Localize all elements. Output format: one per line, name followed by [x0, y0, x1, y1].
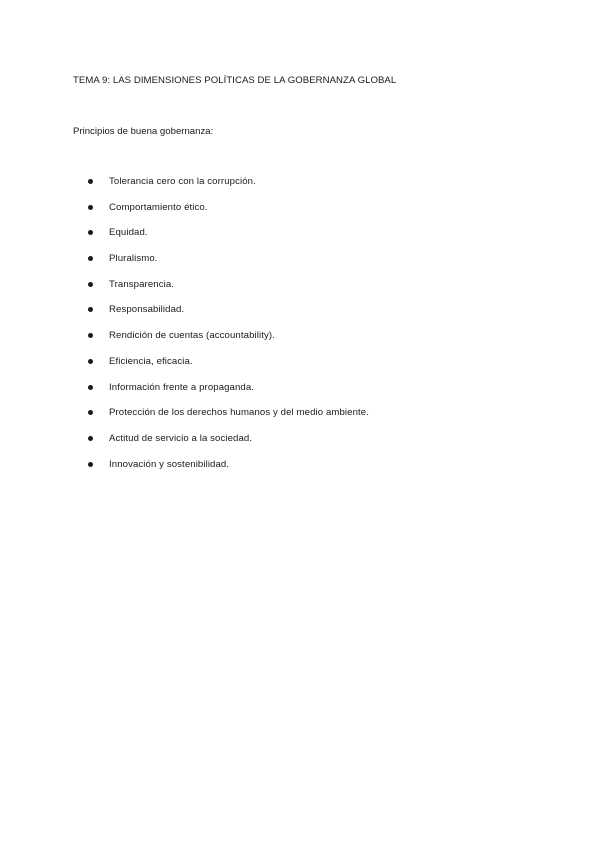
bullet-dot-icon	[88, 436, 93, 441]
bullet-dot-icon	[88, 410, 93, 415]
bullet-dot-icon	[88, 205, 93, 210]
bullet-dot-icon	[88, 282, 93, 287]
document-title: TEMA 9: LAS DIMENSIONES POLÍTICAS DE LA GOBERNANZA GLOBAL	[73, 75, 397, 86]
list-item-text: Actitud de servicio a la sociedad.	[109, 432, 253, 444]
bullet-dot-icon	[88, 179, 93, 184]
list-item-text: Responsabilidad.	[109, 304, 185, 316]
bullet-dot-icon	[88, 256, 93, 261]
list-item-text: Eficiencia, eficacia.	[109, 355, 193, 367]
list-item-text: Protección de los derechos humanos y del medio ambiente.	[109, 407, 369, 419]
list-item-text: Comportamiento ético.	[109, 201, 208, 213]
bullet-dot-icon	[88, 359, 93, 364]
intro-text: Principios de buena gobernanza:	[73, 126, 214, 137]
list-item-text: Tolerancia cero con la corrupción.	[109, 176, 256, 187]
bullet-dot-icon	[88, 462, 93, 467]
list-item-text: Equidad.	[109, 227, 148, 239]
bullet-dot-icon	[88, 333, 93, 338]
bullet-dot-icon	[88, 385, 93, 390]
bullet-dot-icon	[88, 230, 93, 235]
list-item-text: Rendición de cuentas (accountability).	[109, 330, 275, 342]
list-item-text: Pluralismo.	[109, 253, 158, 265]
list-item-text: Información frente a propaganda.	[109, 381, 255, 393]
list-item-text: Innovación y sostenibilidad.	[109, 458, 230, 470]
list-item-text: Transparencia.	[109, 278, 175, 290]
bullet-dot-icon	[88, 307, 93, 312]
